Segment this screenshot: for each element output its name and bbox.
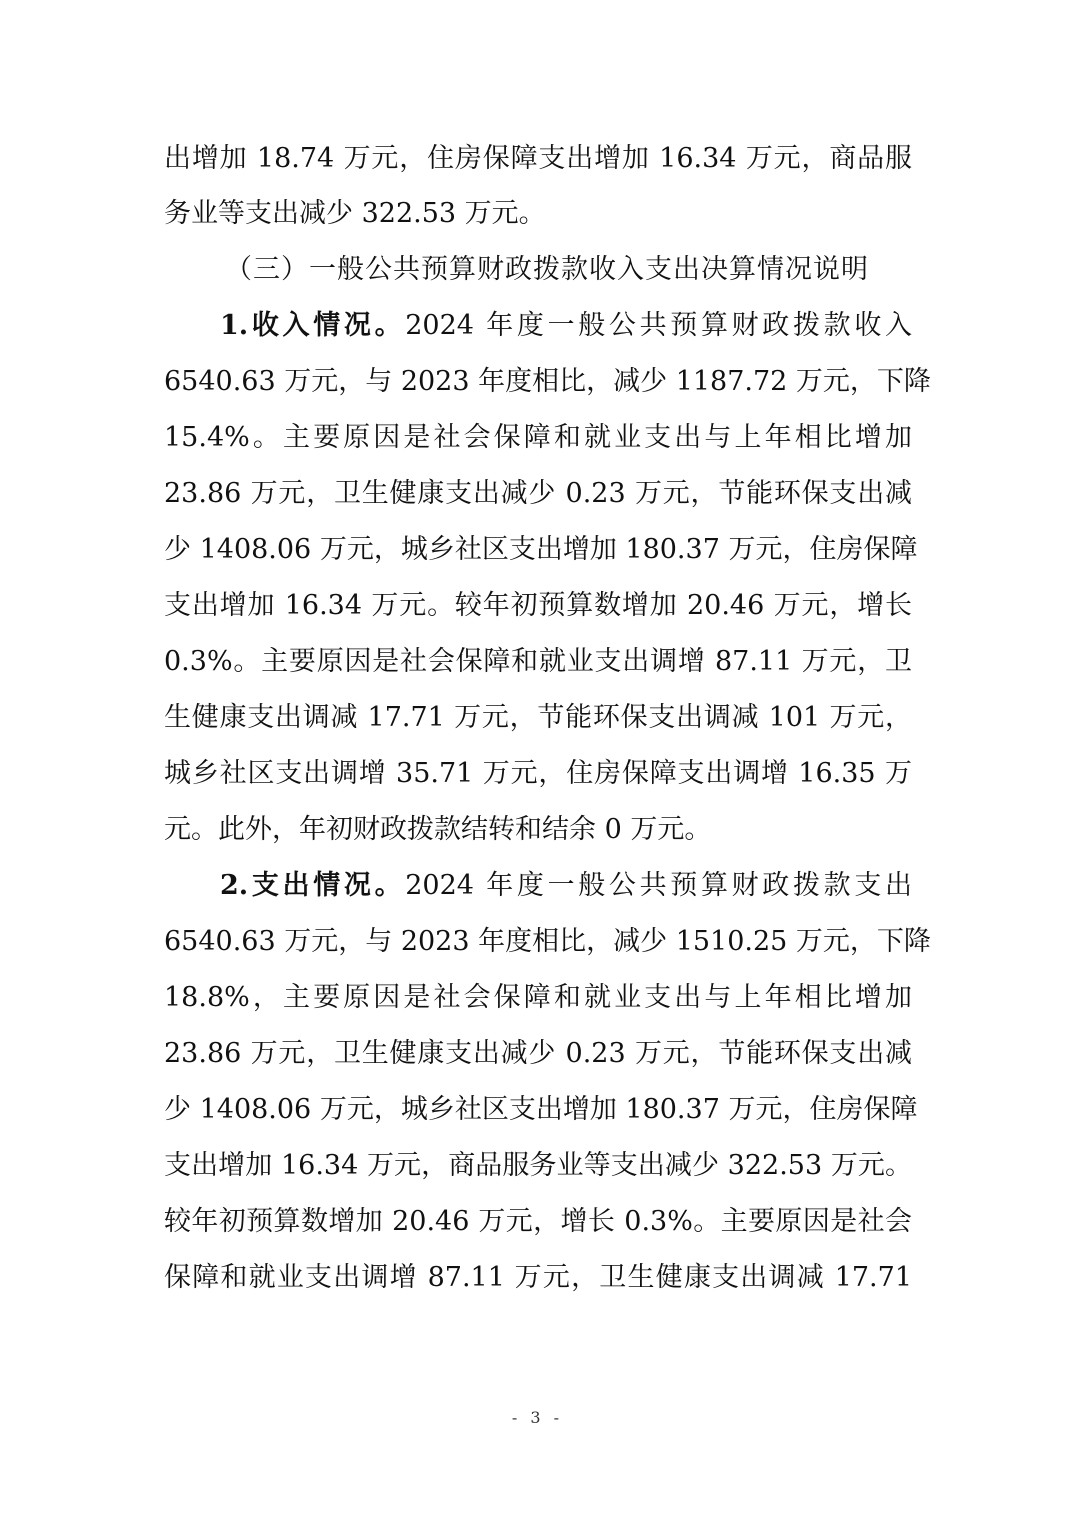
body-text-line: 城乡社区支出调增 35.71 万元，住房保障支出调增 16.35 万 xyxy=(164,758,912,789)
body-text-line: 保障和就业支出调增 87.11 万元，卫生健康支出调减 17.71 xyxy=(164,1262,912,1293)
body-text-line: 18.8%，主要原因是社会保障和就业支出与上年相比增加 xyxy=(164,982,912,1013)
body-text: 2024 年度一般公共预算财政拨款收入 xyxy=(405,310,913,341)
paragraph-label: 1.收入情况。 xyxy=(220,310,406,341)
paragraph-first-line xyxy=(220,870,912,902)
body-text-line: 0.3%。主要原因是社会保障和就业支出调增 87.11 万元，卫 xyxy=(164,646,912,677)
body-text-line: 15.4%。主要原因是社会保障和就业支出与上年相比增加 xyxy=(164,422,912,453)
section-heading: （三）一般公共预算财政拨款收入支出决算情况说明 xyxy=(225,254,869,285)
paragraph-label: 2.支出情况。 xyxy=(220,870,406,901)
body-text-line: 元。此外，年初财政拨款结转和结余 0 万元。 xyxy=(164,814,712,845)
body-text-line: 少 1408.06 万元，城乡社区支出增加 180.37 万元，住房保障 xyxy=(164,1094,918,1125)
page-number: - 3 - xyxy=(511,1408,564,1427)
body-text-line: 6540.63 万元，与 2023 年度相比，减少 1510.25 万元，下降 xyxy=(164,926,931,957)
body-text-line: 出增加 18.74 万元，住房保障支出增加 16.34 万元，商品服 xyxy=(164,143,912,174)
body-text-line: 23.86 万元，卫生健康支出减少 0.23 万元，节能环保支出减 xyxy=(164,478,912,509)
body-text-line: 支出增加 16.34 万元。较年初预算数增加 20.46 万元，增长 xyxy=(164,590,912,621)
paragraph-first-line xyxy=(220,310,912,342)
body-text-line: 生健康支出调减 17.71 万元，节能环保支出调减 101 万元， xyxy=(164,702,912,733)
body-text-line: 6540.63 万元，与 2023 年度相比，减少 1187.72 万元，下降 xyxy=(164,366,931,397)
body-text-line: 少 1408.06 万元，城乡社区支出增加 180.37 万元，住房保障 xyxy=(164,534,918,565)
body-text-line: 23.86 万元，卫生健康支出减少 0.23 万元，节能环保支出减 xyxy=(164,1038,912,1069)
body-text-line: 支出增加 16.34 万元，商品服务业等支出减少 322.53 万元。 xyxy=(164,1150,912,1181)
body-text-line: 较年初预算数增加 20.46 万元，增长 0.3%。主要原因是社会 xyxy=(164,1206,912,1237)
body-text: 2024 年度一般公共预算财政拨款支出 xyxy=(405,870,913,901)
body-text-line: 务业等支出减少 322.53 万元。 xyxy=(164,198,546,229)
